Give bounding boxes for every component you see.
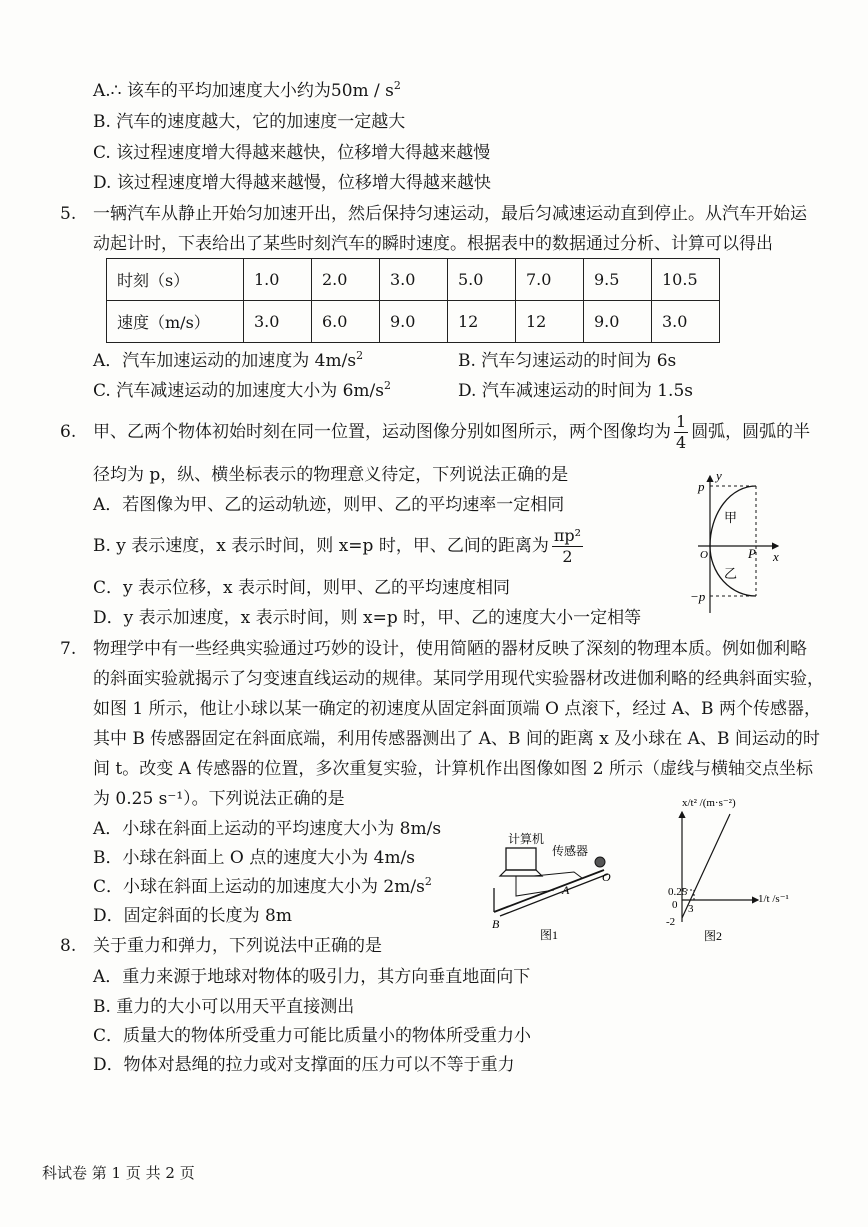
q6-option-b bbox=[93, 523, 586, 569]
fig2-tick-0: 0 bbox=[672, 899, 678, 911]
fig2-y-label: x/t² /(m·s⁻²) bbox=[682, 797, 736, 809]
label-p-right: P bbox=[748, 546, 756, 561]
label-b: B bbox=[492, 917, 500, 931]
fraction-denominator: 4 bbox=[676, 433, 687, 452]
label-p-bottom: −p bbox=[690, 589, 706, 604]
table-cell: 12 bbox=[516, 301, 584, 343]
keyboard-icon bbox=[500, 870, 542, 876]
label-sensor: 传感器 bbox=[552, 844, 589, 858]
q5-option-d: D. 汽车减速运动的时间为 1.5s bbox=[458, 381, 693, 401]
q8-option-a: A．重力来源于地球对物体的吸引力，其方向垂直地面向下 bbox=[93, 967, 531, 987]
q4-option-a-text: A.∴ 该车的平均加速度大小约为50m / s bbox=[93, 81, 394, 101]
q8-option-d: D．物体对悬绳的拉力或对支撑面的压力可以不等于重力 bbox=[93, 1055, 515, 1075]
fig2-tick-m2: -2 bbox=[666, 916, 676, 928]
label-yi: 乙 bbox=[724, 566, 738, 581]
table-header-speed: 速度（m/s） bbox=[107, 301, 244, 343]
q7-number: 7. bbox=[60, 639, 77, 659]
fig2-caption: 图2 bbox=[704, 929, 723, 943]
sensor-wire-2 bbox=[534, 872, 582, 878]
q7-stem-line5: 间 t。改变 A 传感器的位置，多次重复实验，计算机作出图像如图 2 所示（虚线与横轴交点坐标 bbox=[93, 759, 813, 779]
q5-option-a-text: A．汽车加速运动的加速度为 4m/s bbox=[93, 351, 357, 371]
table-row-time bbox=[107, 259, 720, 301]
q6-option-c: C．y 表示位移，x 表示时间，则甲、乙的平均速度相同 bbox=[93, 578, 511, 598]
q5-option-c-sup: 2 bbox=[384, 379, 391, 392]
q6-distance-fraction bbox=[552, 526, 583, 567]
q7-option-c-text: C．小球在斜面上运动的加速度大小为 2m/s bbox=[93, 877, 425, 897]
table-cell: 12 bbox=[448, 301, 516, 343]
fig2-tick-025: 0.25 bbox=[668, 886, 688, 898]
q6-number: 6. bbox=[60, 422, 77, 442]
label-a: A bbox=[562, 883, 570, 897]
table-cell: 3.0 bbox=[244, 301, 312, 343]
q6-stem-line1-a: 甲、乙两个物体初始时刻在同一位置，运动图像分别如图所示，两个图像均为 bbox=[93, 422, 671, 442]
page-footer: 科试卷 第 1 页 共 2 页 bbox=[42, 1164, 195, 1182]
q6-option-a: A．若图像为甲、乙的运动轨迹，则甲、乙的平均速率一定相同 bbox=[93, 495, 565, 515]
q6-option-b-text: B. y 表示速度，x 表示时间，则 x=p 时，甲、乙间的距离为 bbox=[93, 536, 549, 556]
q5-stem-line1: 一辆汽车从静止开始匀加速开出，然后保持匀速运动，最后匀减速运动直到停止。从汽车开始运 bbox=[93, 204, 807, 224]
q8-number: 8. bbox=[60, 936, 77, 956]
fraction-numerator: 1 bbox=[676, 412, 687, 431]
q8-stem: 关于重力和弹力，下列说法中正确的是 bbox=[93, 936, 382, 956]
table-cell: 9.0 bbox=[584, 301, 652, 343]
table-cell: 3.0 bbox=[380, 259, 448, 301]
q8-option-c: C．质量大的物体所受重力可能比质量小的物体所受重力小 bbox=[93, 1026, 532, 1046]
fig2-x-label: 1/t /s⁻¹ bbox=[758, 893, 789, 905]
label-origin: O bbox=[700, 549, 708, 561]
table-cell: 7.0 bbox=[516, 259, 584, 301]
ball-icon bbox=[595, 857, 605, 867]
q6-stem-line1 bbox=[93, 411, 810, 453]
sensor-wire bbox=[516, 876, 554, 896]
q5-stem-line2: 动起计时，下表给出了某些时刻汽车的瞬时速度。根据表中的数据通过分析、计算可以得出 bbox=[93, 234, 773, 254]
q6-quarter-fraction bbox=[674, 412, 688, 453]
q7-option-a: A．小球在斜面上运动的平均速度大小为 8m/s bbox=[93, 819, 442, 839]
q7-option-c-sup: 2 bbox=[424, 875, 432, 888]
fraction-numerator: πp² bbox=[553, 526, 581, 545]
q5-speed-table bbox=[106, 258, 720, 343]
q4-option-a-sup: 2 bbox=[393, 79, 401, 92]
table-cell: 6.0 bbox=[312, 301, 380, 343]
q7-option-d: D．固定斜面的长度为 8m bbox=[93, 906, 292, 926]
q5-option-b: B. 汽车匀速运动的时间为 6s bbox=[458, 351, 677, 371]
label-x: x bbox=[773, 549, 779, 564]
q7-option-b: B．小球在斜面上 O 点的速度大小为 4m/s bbox=[93, 848, 416, 868]
table-cell: 2.0 bbox=[312, 259, 380, 301]
label-jia: 甲 bbox=[724, 510, 738, 525]
table-row-speed bbox=[107, 301, 720, 343]
q7-option-c bbox=[93, 876, 432, 898]
q6-stem-line2: 径均为 p，纵、横坐标表示的物理意义待定，下列说法正确的是 bbox=[93, 465, 569, 485]
q4-option-b: B. 汽车的速度越大，它的加速度一定越大 bbox=[93, 112, 406, 132]
table-cell: 5.0 bbox=[448, 259, 516, 301]
q6-stem-line1-b: 圆弧，圆弧的半 bbox=[691, 422, 811, 442]
computer-icon bbox=[506, 848, 536, 870]
table-cell: 1.0 bbox=[244, 259, 312, 301]
q6-arc-figure bbox=[690, 468, 785, 618]
q7-stem-line2: 的斜面实验就揭示了匀变速直线运动的规律。某同学用现代实验器材改进伽利略的经典斜面实验， bbox=[93, 669, 824, 689]
fig2-tick-3: 3 bbox=[688, 903, 694, 915]
q5-option-a bbox=[93, 350, 363, 372]
q5-number: 5. bbox=[60, 204, 77, 224]
q7-fig1-incline bbox=[486, 828, 626, 946]
table-cell: 9.0 bbox=[380, 301, 448, 343]
q7-stem-line3: 如图 1 所示，他让小球以某一确定的初速度从固定斜面顶端 O 点滚下，经过 A、B 两个传感器， bbox=[93, 699, 821, 719]
q6-option-d: D．y 表示加速度，x 表示时间，则 x=p 时，甲、乙的速度大小一定相等 bbox=[93, 608, 642, 628]
label-y: y bbox=[716, 468, 722, 483]
table-header-time: 时刻（s） bbox=[107, 259, 244, 301]
label-p-top: p bbox=[698, 479, 705, 494]
q8-option-b: B. 重力的大小可以用天平直接测出 bbox=[93, 997, 355, 1017]
q7-stem-line4: 其中 B 传感器固定在斜面底端，利用传感器测出了 A、B 间的距离 x 及小球在 A、B 间运动的时 bbox=[93, 729, 820, 749]
fig1-caption: 图1 bbox=[540, 928, 559, 942]
table-cell: 9.5 bbox=[584, 259, 652, 301]
table-cell: 3.0 bbox=[652, 301, 720, 343]
q4-option-c: C. 该过程速度增大得越来越快，位移增大得越来越慢 bbox=[93, 143, 491, 163]
q4-option-a bbox=[93, 80, 401, 102]
q7-fig2-graph bbox=[658, 790, 789, 946]
label-computer: 计算机 bbox=[508, 832, 545, 846]
q5-option-a-sup: 2 bbox=[356, 349, 364, 362]
fraction-denominator: 2 bbox=[562, 547, 573, 566]
q5-option-c bbox=[93, 380, 391, 402]
label-o: O bbox=[602, 870, 611, 884]
q5-option-c-text: C. 汽车减速运动的加速度大小为 6m/s bbox=[93, 381, 384, 401]
table-cell: 10.5 bbox=[652, 259, 720, 301]
q7-stem-line1: 物理学中有一些经典实验通过巧妙的设计，使用简陋的器材反映了深刻的物理本质。例如伽利略 bbox=[93, 639, 807, 659]
q4-option-d: D. 该过程速度增大得越来越慢，位移增大得越来越快 bbox=[93, 173, 491, 193]
q7-stem-line6: 为 0.25 s⁻¹）。下列说法正确的是 bbox=[93, 789, 345, 809]
